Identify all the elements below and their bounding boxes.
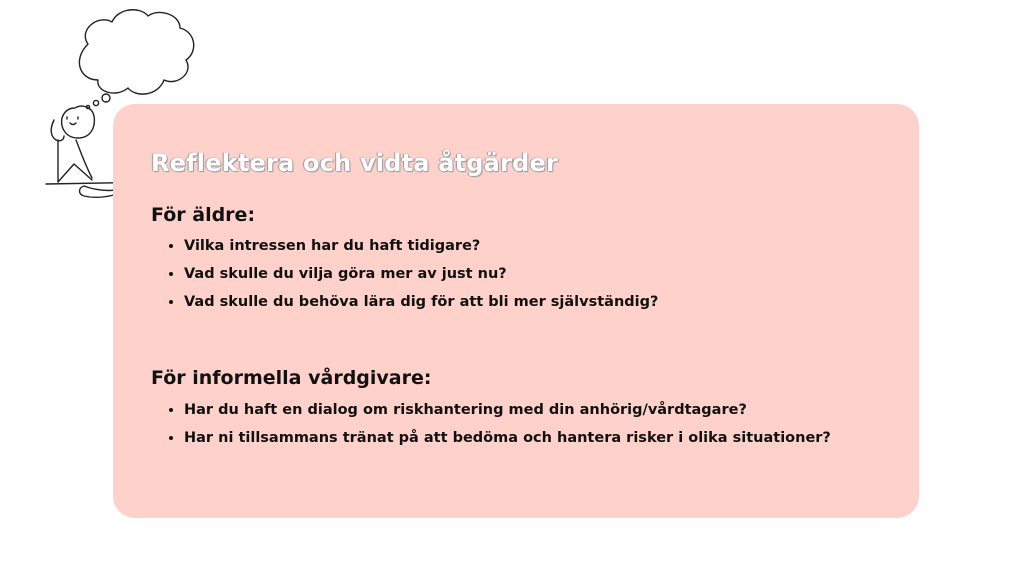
caregiver-question-list	[150, 396, 831, 452]
list-item: • Har ni tillsammans tränat på att bedöma och hantera risker i olika situationer?	[184, 424, 831, 452]
thought-bubble-icon	[79, 10, 193, 94]
section-heading-informal-caregivers: För informella vårdgivare:	[151, 367, 432, 389]
list-item: • Har du haft en dialog om riskhantering med din anhörig/vårdtagare?	[184, 396, 831, 424]
section-heading-elderly: För äldre:	[151, 204, 256, 226]
page-title: Reflektera och vidta åtgärder	[151, 149, 559, 177]
elderly-question-list	[150, 232, 658, 316]
list-item: • Vad skulle du vilja göra mer av just nu?	[184, 260, 658, 288]
list-item: • Vad skulle du behöva lära dig för att bli mer självständig?	[184, 288, 658, 316]
list-item: • Vilka intressen har du haft tidigare?	[184, 232, 658, 260]
